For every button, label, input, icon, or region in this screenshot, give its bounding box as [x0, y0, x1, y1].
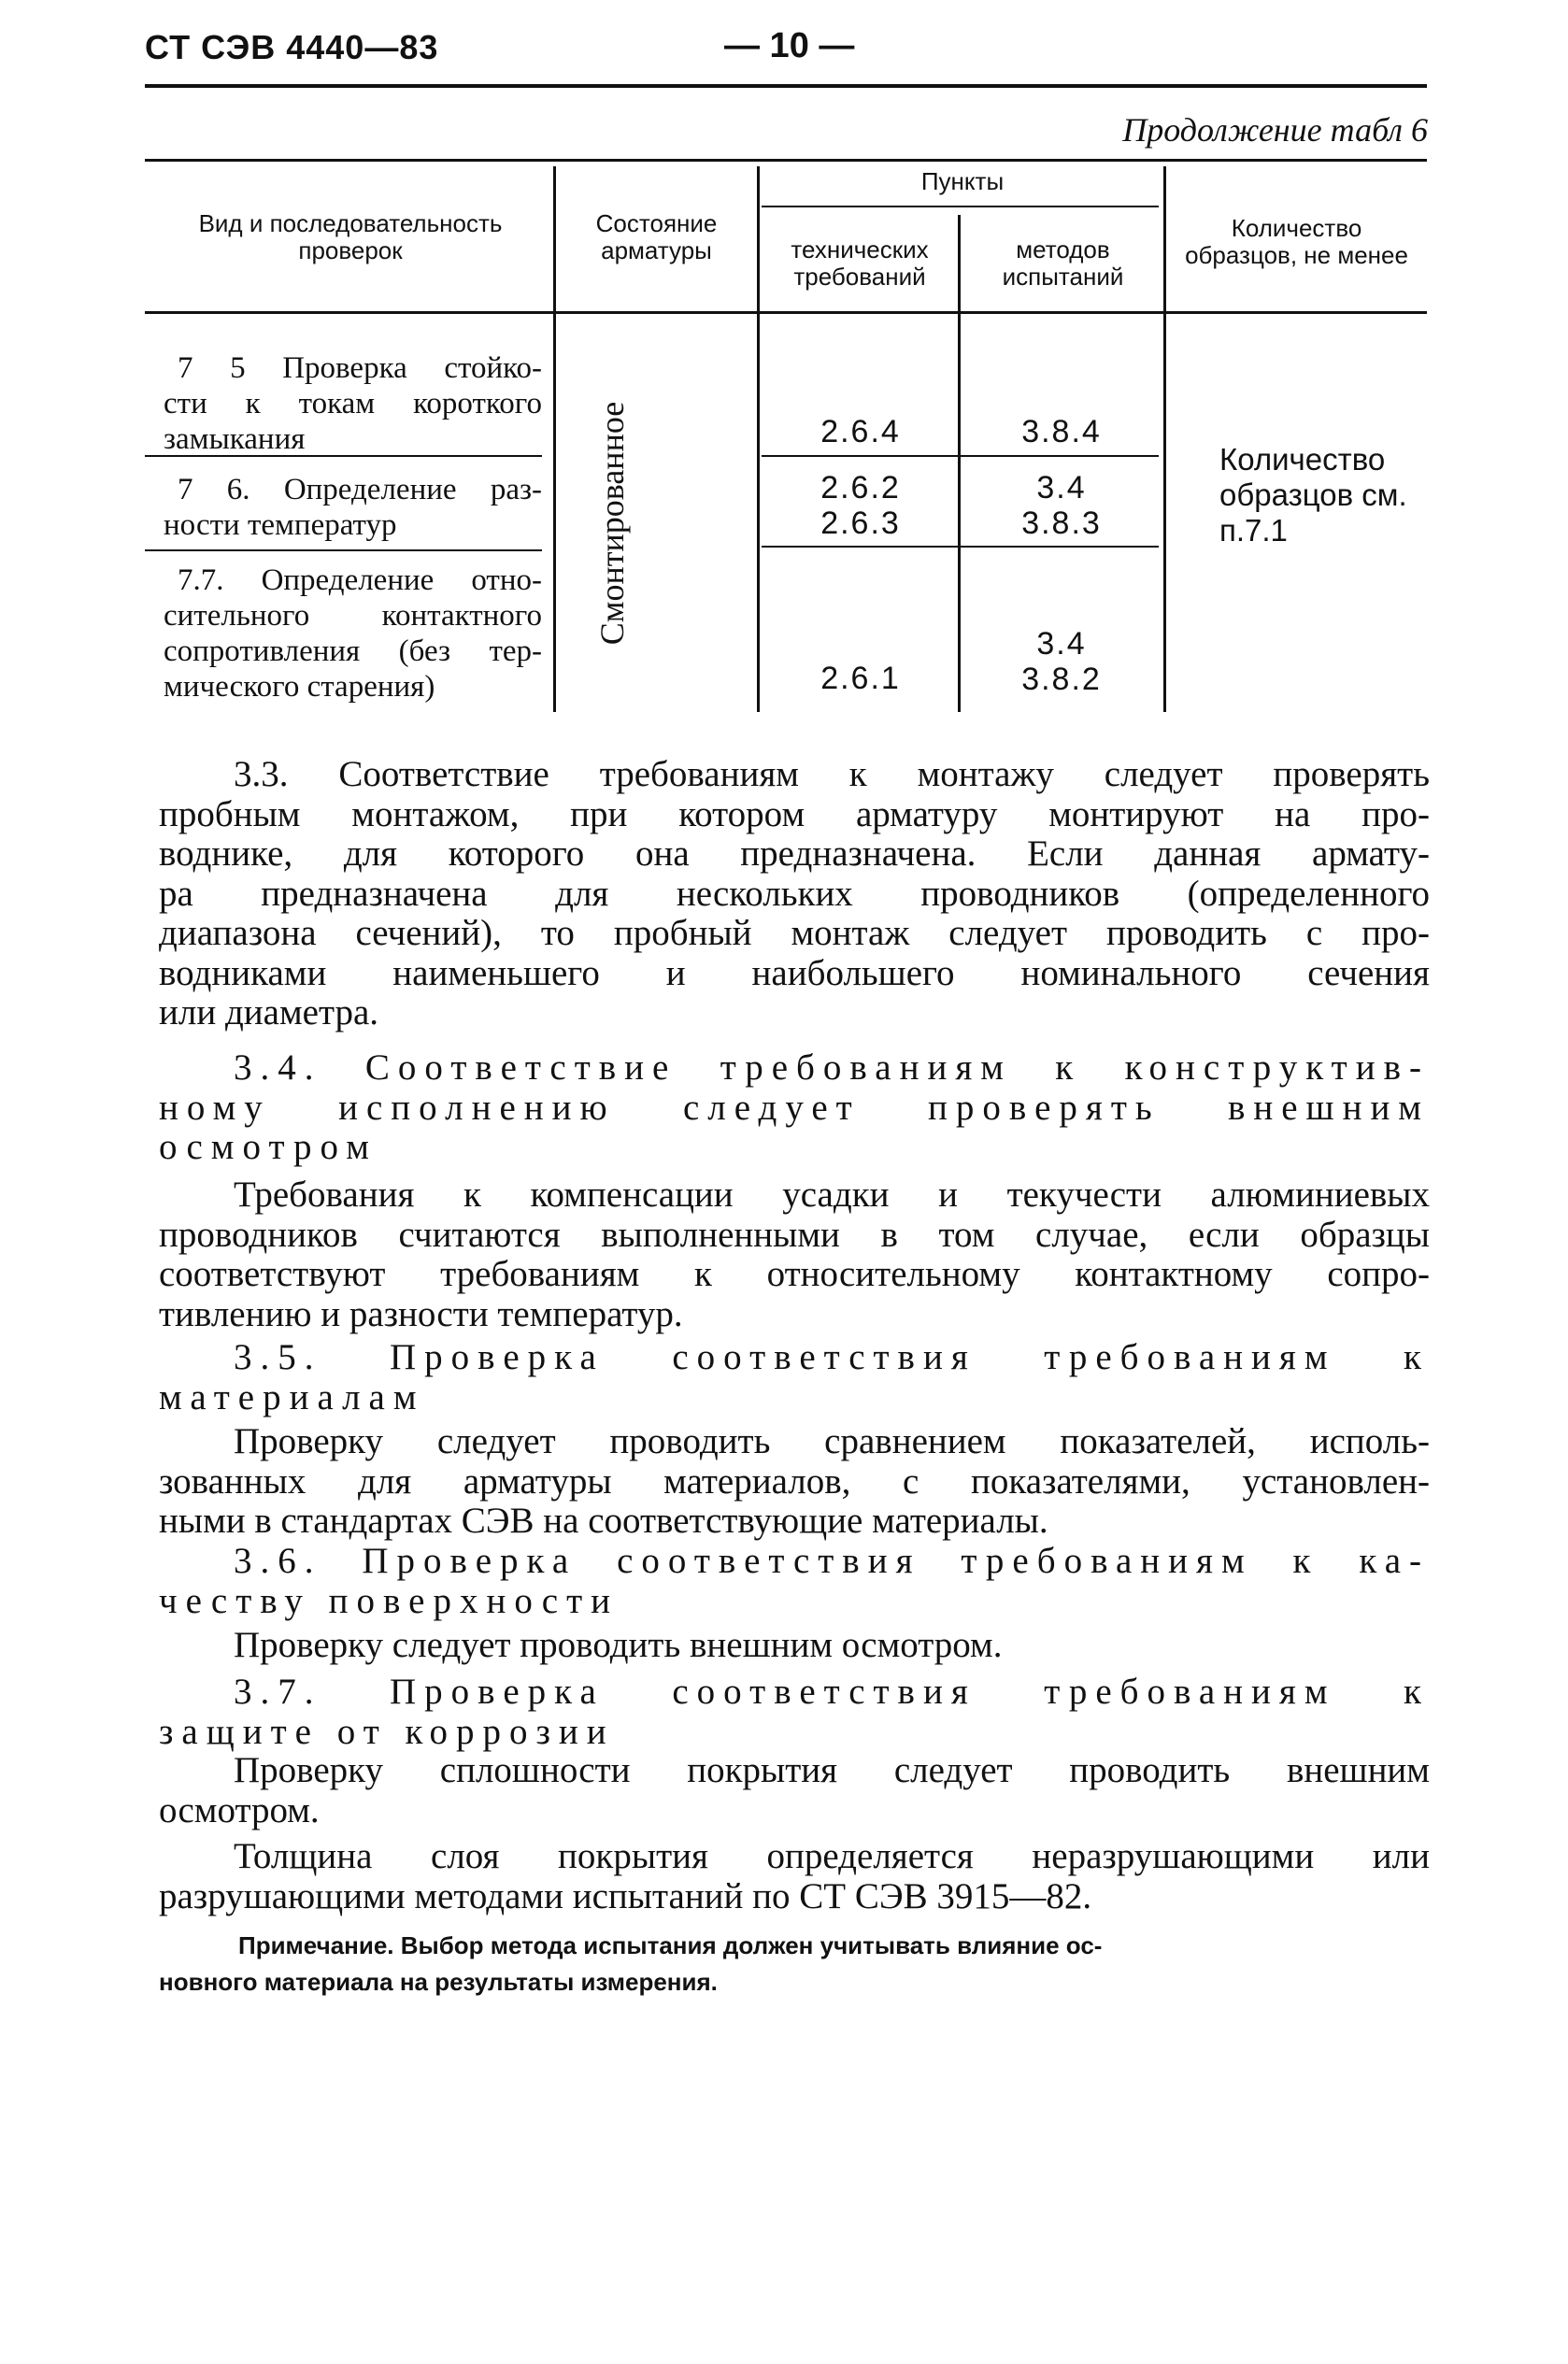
page-number: — 10 —: [724, 26, 855, 65]
test-method-ref: 3.8.4: [1021, 414, 1102, 449]
header-rule: [145, 84, 1427, 88]
text-line: 3.5. Проверка соответствия требованиям к: [234, 1337, 1430, 1377]
text-line: защите от коррозии: [159, 1711, 615, 1752]
col-divider-2: [757, 166, 760, 712]
text-line: ра предназначена для нескольких проводников (определенного: [159, 873, 1430, 914]
heading-3-7: [159, 1673, 1430, 1752]
tech-requirement-ref: 2.6.4: [820, 414, 901, 449]
text-line: диапазона сечений), то пробный монтаж следует проводить с про-: [159, 913, 1430, 953]
row-check-line: сопротивления (без тер-: [164, 634, 542, 668]
sample-quantity-value: Количество образцов см. п.7.1: [1219, 442, 1407, 548]
paragraph-3-3: [159, 755, 1430, 1033]
text-line: Толщина слоя покрытия определяется неразрушающими или: [234, 1836, 1430, 1876]
heading-3-6: [159, 1542, 1430, 1621]
text-line: проводников считаются выполненными в том случае, если образцы: [159, 1214, 1430, 1255]
table-header-rule: [145, 311, 1427, 314]
text-line: ному исполнению следует проверять внешним: [159, 1087, 1430, 1128]
table-top-rule: [145, 159, 1427, 162]
text-line: осмотром.: [159, 1789, 320, 1830]
row-check-line: 7 5 Проверка стойко-: [178, 351, 542, 385]
text-line: честву поверхности: [159, 1580, 620, 1621]
row-check-line: ности температур: [164, 508, 397, 542]
test-method-ref: 3.4 3.8.2: [1021, 626, 1102, 697]
heading-3-5: [159, 1338, 1430, 1417]
tech-requirement-ref: 2.6.2 2.6.3: [820, 470, 901, 541]
items-subheader-rule: [762, 206, 1159, 207]
col-divider-4: [1163, 166, 1166, 712]
note-line: новного материала на результаты измерения.: [159, 1968, 718, 1996]
table-continuation-label: Продолжение табл 6: [1122, 111, 1428, 149]
col-divider-1: [553, 166, 556, 712]
paragraph-3-6: [159, 1626, 1430, 1666]
col-divider-3: [958, 215, 961, 712]
text-line: разрушающими методами испытаний по СТ СЭВ 3915—82.: [159, 1875, 1092, 1916]
row-check-line: замыкания: [164, 422, 306, 456]
text-line: 3.7. Проверка соответствия требованиям к: [234, 1672, 1430, 1712]
text-line: воднике, для которого она предназначена. Если данная армату-: [159, 833, 1430, 874]
text-line: соответствуют требованиям к относительному контактному сопро-: [159, 1254, 1430, 1294]
paragraph-3-7-thickness: [159, 1837, 1430, 1916]
document-id: СТ СЭВ 4440—83: [145, 28, 439, 66]
row-check-line: сти к токам короткого: [164, 387, 542, 420]
paragraph-3-7: [159, 1751, 1430, 1830]
text-line: материалам: [159, 1376, 425, 1417]
heading-3-4: [159, 1048, 1430, 1168]
text-line: осмотром: [159, 1127, 378, 1167]
paragraph-3-4: [159, 1175, 1430, 1334]
text-line: Требования к компенсации усадки и текучести алюминиевых: [234, 1175, 1430, 1215]
test-method-ref: 3.4 3.8.3: [1021, 470, 1102, 541]
text-line: 3.4. Соответствие требованиям к конструктив-: [234, 1047, 1430, 1088]
row-check-line: 7 6. Определение раз-: [178, 473, 542, 506]
row-check-line: 7.7. Определение отно-: [178, 563, 542, 597]
header-test-methods: методов испытаний: [1002, 235, 1124, 291]
row-check-line: мического старения): [164, 670, 435, 704]
paragraph-3-5: [159, 1422, 1430, 1542]
fitting-state-value: Смонтированное: [593, 401, 631, 646]
header-items: Пункты: [920, 167, 1005, 195]
row-check-7-5: [178, 350, 542, 386]
text-line: зованных для арматуры материалов, с показателями, установлен-: [159, 1460, 1430, 1502]
text-line: Проверку следует проводить внешним осмотром.: [234, 1625, 1003, 1665]
row-rule-2: [145, 549, 542, 551]
text-line: пробным монтажом, при котором арматуру монтируют на про-: [159, 793, 1430, 834]
text-line: Проверку сплошности покрытия следует проводить внешним: [234, 1750, 1430, 1790]
header-fitting-state: Состояние арматуры: [595, 209, 718, 264]
text-line: Проверку следует проводить сравнением показателей, исполь-: [234, 1421, 1430, 1461]
text-line: водниками наименьшего и наибольшего номинального сечения: [159, 952, 1430, 993]
note: [159, 1928, 1430, 2001]
text-line: 3.3. Соответствие требованиям к монтажу следует проверять: [234, 754, 1430, 794]
tech-requirement-ref: 2.6.1: [820, 661, 901, 696]
header-sample-quantity: Количество образцов, не менее: [1185, 214, 1408, 269]
text-line: ными в стандартах СЭВ на соответствующие материалы.: [159, 1501, 1048, 1541]
text-line: или диаметра.: [159, 992, 379, 1032]
note-line: Примечание. Выбор метода испытания должен учитывать влияние ос-: [238, 1931, 1103, 1959]
header-tech-requirements: технических требований: [791, 235, 929, 291]
row-check-line: сительного контактного: [164, 599, 542, 633]
text-line: тивлению и разности температур.: [159, 1293, 683, 1334]
header-check-type: Вид и последовательность проверок: [198, 209, 503, 264]
text-line: 3.6. Проверка соответствия требованиям к ка-: [234, 1541, 1430, 1581]
checks-table: [145, 159, 1427, 719]
